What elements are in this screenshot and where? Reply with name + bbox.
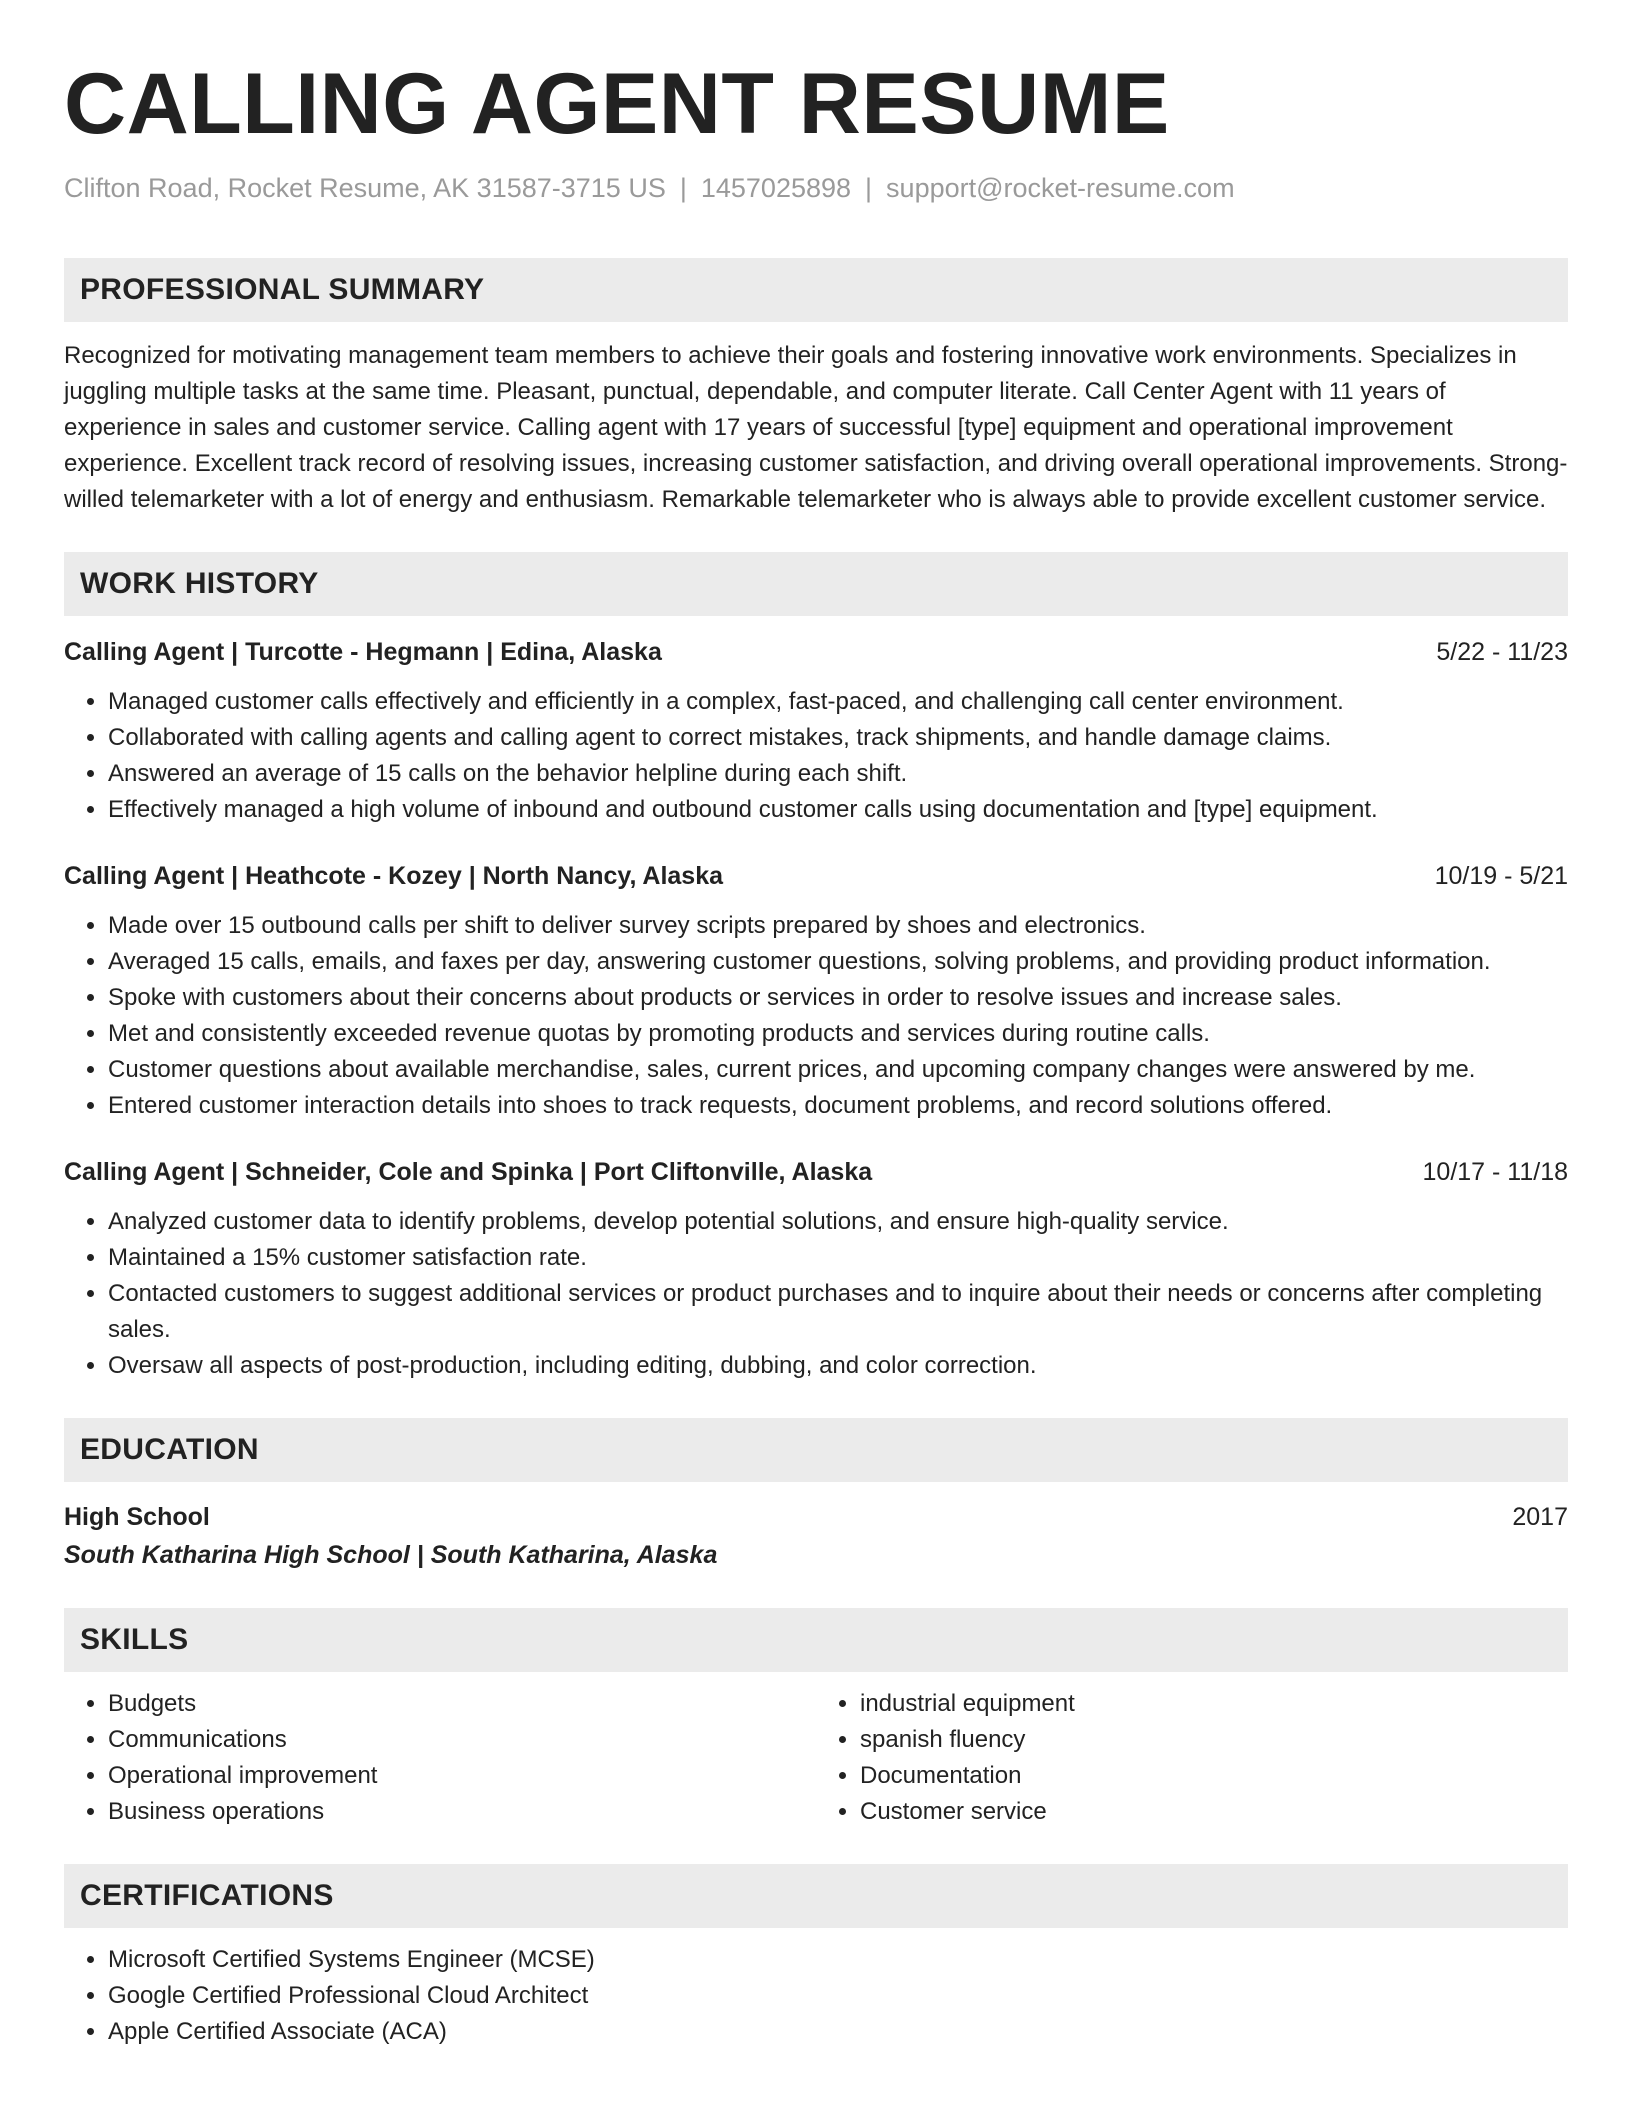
skills-column-right — [816, 1686, 1568, 1830]
job-header — [64, 858, 1568, 894]
job-title: Calling Agent | Turcotte - Hegmann | Edina, Alaska — [64, 638, 662, 666]
job-bullet: • Met and consistently exceeded revenue quotas by promoting products and services during routine calls. — [108, 1016, 1568, 1052]
contact-email: support@rocket-resume.com — [886, 173, 1235, 203]
job-bullet: • Effectively managed a high volume of inbound and outbound customer calls using documentation and [type] equipment. — [108, 792, 1568, 828]
job-entry — [64, 1154, 1568, 1384]
job-dates: 10/17 - 11/18 — [1422, 1158, 1568, 1186]
education-degree: High School — [64, 1503, 210, 1531]
job-bullet: • Customer questions about available merchandise, sales, current prices, and upcoming company changes were answered by me. — [108, 1052, 1568, 1088]
contact-separator: | — [865, 173, 873, 203]
education-school: South Katharina High School | South Katharina, Alaska — [64, 1541, 718, 1569]
skill-item: • Customer service — [860, 1794, 1568, 1830]
skill-item: • Operational improvement — [108, 1758, 816, 1794]
job-bullet: • Entered customer interaction details into shoes to track requests, document problems, and record solutions offered. — [108, 1088, 1568, 1124]
skill-item: • Communications — [108, 1722, 816, 1758]
education-year: 2017 — [1512, 1503, 1568, 1531]
job-title: Calling Agent | Schneider, Cole and Spinka | Port Cliftonville, Alaska — [64, 1158, 873, 1186]
job-entry — [64, 634, 1568, 828]
summary-text: Recognized for motivating management team members to achieve their goals and fostering innovative work environments. Specializes in juggling multiple tasks at the same time. Pleasant, punctual, dependable, and computer literate. Call Center Agent with 11 years of experience in sales and customer service. Calling agent with 17 years of successful [type] equipment and operational improvement experience. Excellent track record of resolving issues, increasing customer satisfaction, and driving overall operational improvements. Strong-willed telemarketer with a lot of energy and enthusiasm. Remarkable telemarketer who is always able to provide excellent customer service. — [64, 342, 1568, 513]
certification-item: • Microsoft Certified Systems Engineer (MCSE) — [108, 1942, 1568, 1978]
certifications-list — [64, 1942, 1568, 2050]
job-bullet: • Averaged 15 calls, emails, and faxes per day, answering customer questions, solving problems, and providing product information. — [108, 944, 1568, 980]
job-bullet: • Maintained a 15% customer satisfaction rate. — [108, 1240, 1568, 1276]
job-title: Calling Agent | Heathcote - Kozey | North Nancy, Alaska — [64, 862, 724, 890]
job-bullet: • Collaborated with calling agents and calling agent to correct mistakes, track shipments, and handle damage claims. — [108, 720, 1568, 756]
job-bullet: • Analyzed customer data to identify problems, develop potential solutions, and ensure high-quality service. — [108, 1204, 1568, 1240]
job-bullet: • Oversaw all aspects of post-production, including editing, dubbing, and color correction. — [108, 1348, 1568, 1384]
skill-item: • Business operations — [108, 1794, 816, 1830]
certification-item: • Google Certified Professional Cloud Architect — [108, 1978, 1568, 2014]
resume-title: CALLING AGENT RESUME — [64, 56, 1170, 152]
certifications-heading: CERTIFICATIONS — [64, 1864, 1568, 1928]
contact-line — [64, 170, 1568, 206]
skills-column-left — [64, 1686, 816, 1830]
job-header — [64, 634, 1568, 670]
job-bullet: • Made over 15 outbound calls per shift to deliver survey scripts prepared by shoes and electronics. — [108, 908, 1568, 944]
skill-item: • Budgets — [108, 1686, 816, 1722]
job-bullets — [64, 1204, 1568, 1384]
job-entry — [64, 858, 1568, 1124]
job-bullet: • Contacted customers to suggest additional services or product purchases and to inquire about their needs or concerns after completing sales. — [108, 1276, 1568, 1348]
work-history-heading: WORK HISTORY — [64, 552, 1568, 616]
job-bullets — [64, 684, 1568, 828]
job-bullet: • Answered an average of 15 calls on the behavior helpline during each shift. — [108, 756, 1568, 792]
education-header — [64, 1498, 1568, 1536]
skills-list — [64, 1686, 1568, 1830]
job-dates: 5/22 - 11/23 — [1436, 638, 1568, 666]
job-bullets — [64, 908, 1568, 1124]
summary-heading: PROFESSIONAL SUMMARY — [64, 258, 1568, 322]
skill-item: • spanish fluency — [860, 1722, 1568, 1758]
contact-separator: | — [679, 173, 687, 203]
skill-item: • Documentation — [860, 1758, 1568, 1794]
contact-phone: 1457025898 — [700, 173, 852, 203]
contact-address: Clifton Road, Rocket Resume, AK 31587-3715 US — [64, 173, 666, 203]
skills-heading: SKILLS — [64, 1608, 1568, 1672]
job-bullet: • Spoke with customers about their concerns about products or services in order to resolve issues and increase sales. — [108, 980, 1568, 1016]
job-bullet: • Managed customer calls effectively and efficiently in a complex, fast-paced, and challenging call center environment. — [108, 684, 1568, 720]
job-dates: 10/19 - 5/21 — [1434, 862, 1568, 890]
education-heading: EDUCATION — [64, 1418, 1568, 1482]
job-header — [64, 1154, 1568, 1190]
skill-item: • industrial equipment — [860, 1686, 1568, 1722]
certification-item: • Apple Certified Associate (ACA) — [108, 2014, 1568, 2050]
